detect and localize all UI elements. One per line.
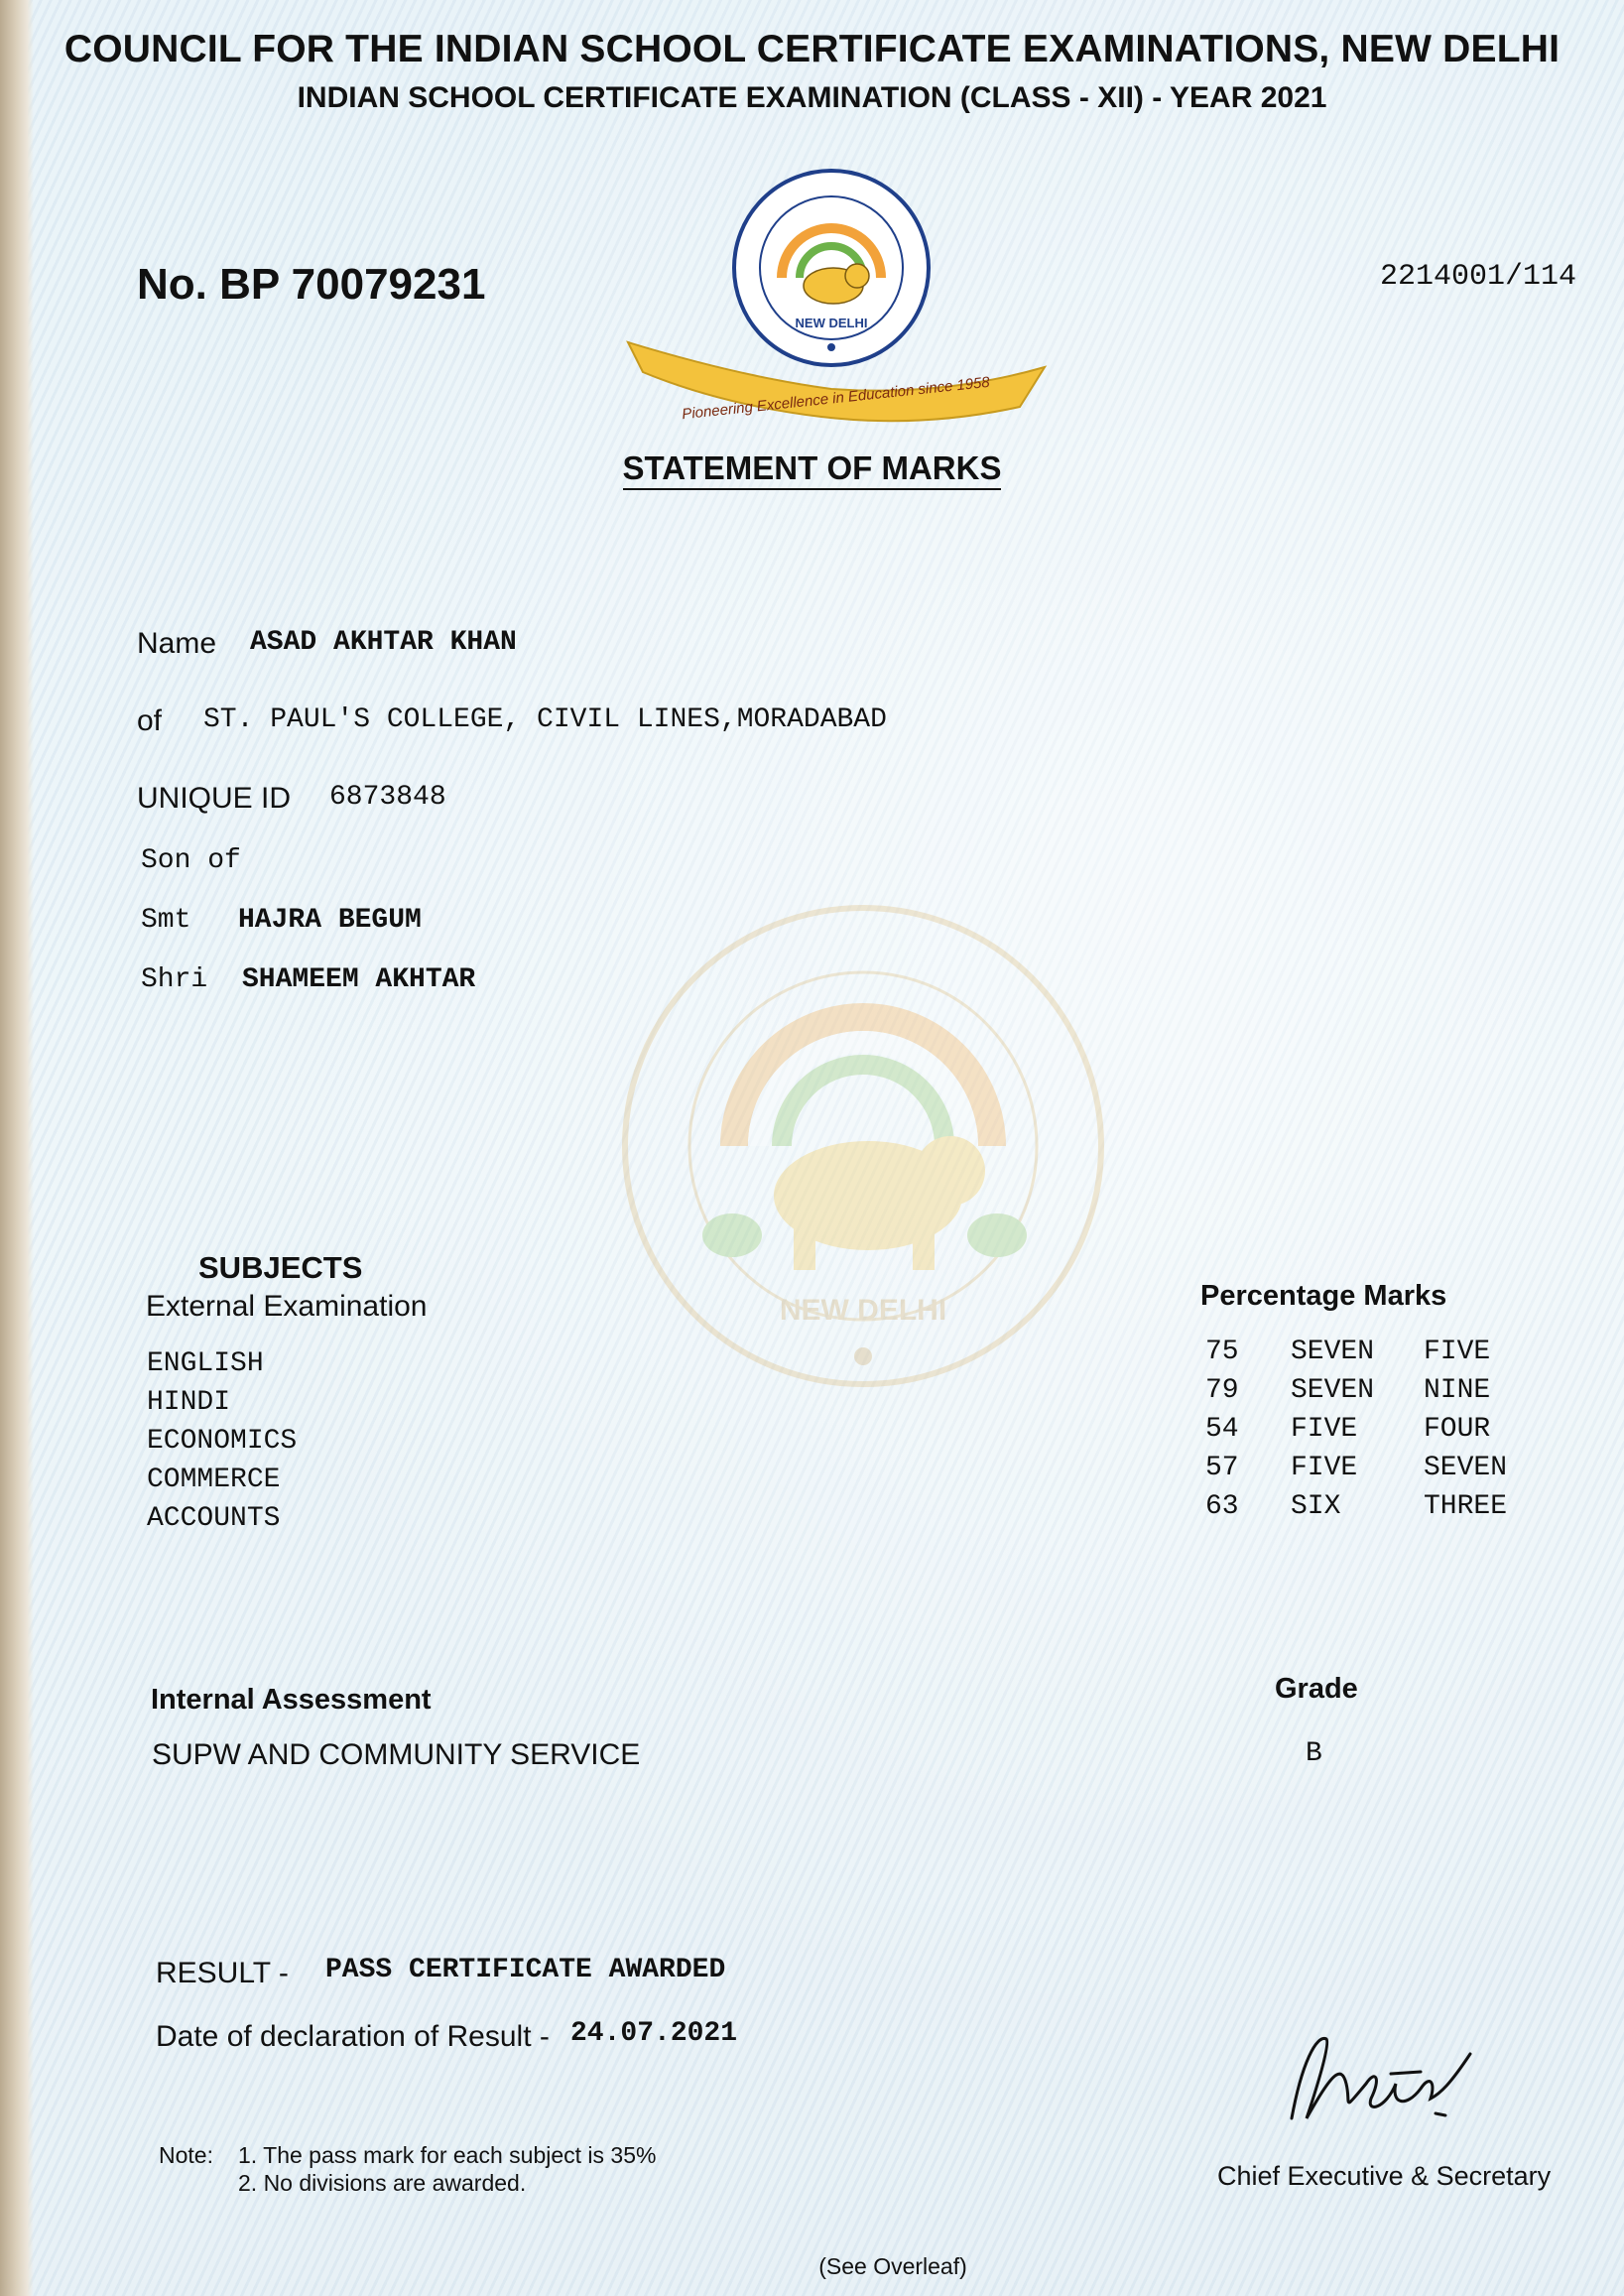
marks-word-tens: FIVE — [1291, 1453, 1358, 1483]
son-of-label: Son of — [141, 845, 241, 876]
marks-row — [1205, 1487, 1507, 1526]
marks-number: 75 — [1205, 1337, 1239, 1367]
declaration-date: 24.07.2021 — [570, 2018, 738, 2049]
subject-list — [147, 1344, 297, 1538]
subject-name: ACCOUNTS — [147, 1503, 281, 1534]
grade-heading: Grade — [1275, 1673, 1358, 1705]
signatory-title: Chief Executive & Secretary — [1217, 2161, 1552, 2191]
subjects-heading: SUBJECTS — [198, 1250, 363, 1285]
subject-name: COMMERCE — [147, 1465, 281, 1495]
internal-assessment-heading: Internal Assessment — [151, 1684, 432, 1716]
father-name: SHAMEEM AKHTAR — [242, 964, 476, 995]
marks-word-tens: SEVEN — [1291, 1337, 1375, 1367]
external-exam-label: External Examination — [146, 1290, 428, 1323]
of-label: of — [137, 704, 163, 737]
marks-number: 57 — [1205, 1453, 1239, 1483]
result-value: PASS CERTIFICATE AWARDED — [325, 1955, 726, 1985]
note-item: 1. The pass mark for each subject is 35% — [238, 2142, 657, 2168]
see-overleaf-footer: (See Overleaf) — [818, 2253, 967, 2279]
marks-number: 63 — [1205, 1491, 1239, 1522]
unique-id-label: UNIQUE ID — [137, 782, 292, 815]
internal-subject: SUPW AND COMMUNITY SERVICE — [152, 1738, 641, 1771]
subject-name: HINDI — [147, 1387, 231, 1418]
marks-word-units: THREE — [1424, 1491, 1508, 1522]
paper-left-edge — [0, 0, 34, 2296]
marks-row — [1205, 1449, 1507, 1487]
name-label: Name — [137, 627, 217, 660]
marks-row — [1205, 1333, 1507, 1371]
marks-word-units: FIVE — [1424, 1337, 1491, 1367]
certificate-number: No. BP 70079231 — [137, 260, 486, 309]
seal-ribbon-motto: Pioneering Excellence in Education since 1958 — [681, 373, 991, 424]
mother-label: Smt — [141, 905, 191, 936]
notes-list — [238, 2141, 656, 2197]
marks-word-tens: SEVEN — [1291, 1375, 1375, 1406]
marks-word-units: SEVEN — [1424, 1453, 1508, 1483]
subject-name: ENGLISH — [147, 1348, 264, 1379]
internal-grade: B — [1306, 1738, 1322, 1769]
result-label: RESULT - — [156, 1957, 289, 1989]
exam-heading: INDIAN SCHOOL CERTIFICATE EXAMINATION (CLASS - XII) - YEAR 2021 — [297, 81, 1327, 114]
marks-list — [1205, 1333, 1507, 1526]
father-label: Shri — [141, 964, 208, 995]
signature-image — [1272, 2024, 1500, 2133]
marks-word-tens: SIX — [1291, 1491, 1341, 1522]
seal-city: NEW DELHI — [795, 316, 868, 330]
marks-word-tens: FIVE — [1291, 1414, 1358, 1445]
watermark-city: NEW DELHI — [779, 1294, 947, 1327]
marks-row — [1205, 1371, 1507, 1410]
mother-name: HAJRA BEGUM — [238, 905, 422, 936]
declaration-date-label: Date of declaration of Result - — [156, 2020, 550, 2053]
school-name: ST. PAUL'S COLLEGE, CIVIL LINES,MORADABAD — [203, 704, 887, 735]
marks-number: 79 — [1205, 1375, 1239, 1406]
council-heading: COUNCIL FOR THE INDIAN SCHOOL CERTIFICATE EXAMINATIONS, NEW DELHI — [63, 28, 1561, 70]
percentage-marks-heading: Percentage Marks — [1200, 1280, 1447, 1312]
marks-number: 54 — [1205, 1414, 1239, 1445]
document-title: STATEMENT OF MARKS — [0, 449, 1624, 487]
candidate-name: ASAD AKHTAR KHAN — [250, 627, 517, 658]
watermark-seal-emblem — [615, 898, 1111, 1394]
marks-word-units: NINE — [1424, 1375, 1491, 1406]
council-seal-logo — [623, 169, 1050, 437]
marks-row — [1205, 1410, 1507, 1449]
note-label: Note: — [159, 2142, 213, 2168]
marks-word-units: FOUR — [1424, 1414, 1491, 1445]
reference-number: 2214001/114 — [1379, 260, 1576, 294]
note-item: 2. No divisions are awarded. — [238, 2170, 527, 2196]
subject-name: ECONOMICS — [147, 1426, 298, 1457]
unique-id-value: 6873848 — [329, 782, 446, 813]
